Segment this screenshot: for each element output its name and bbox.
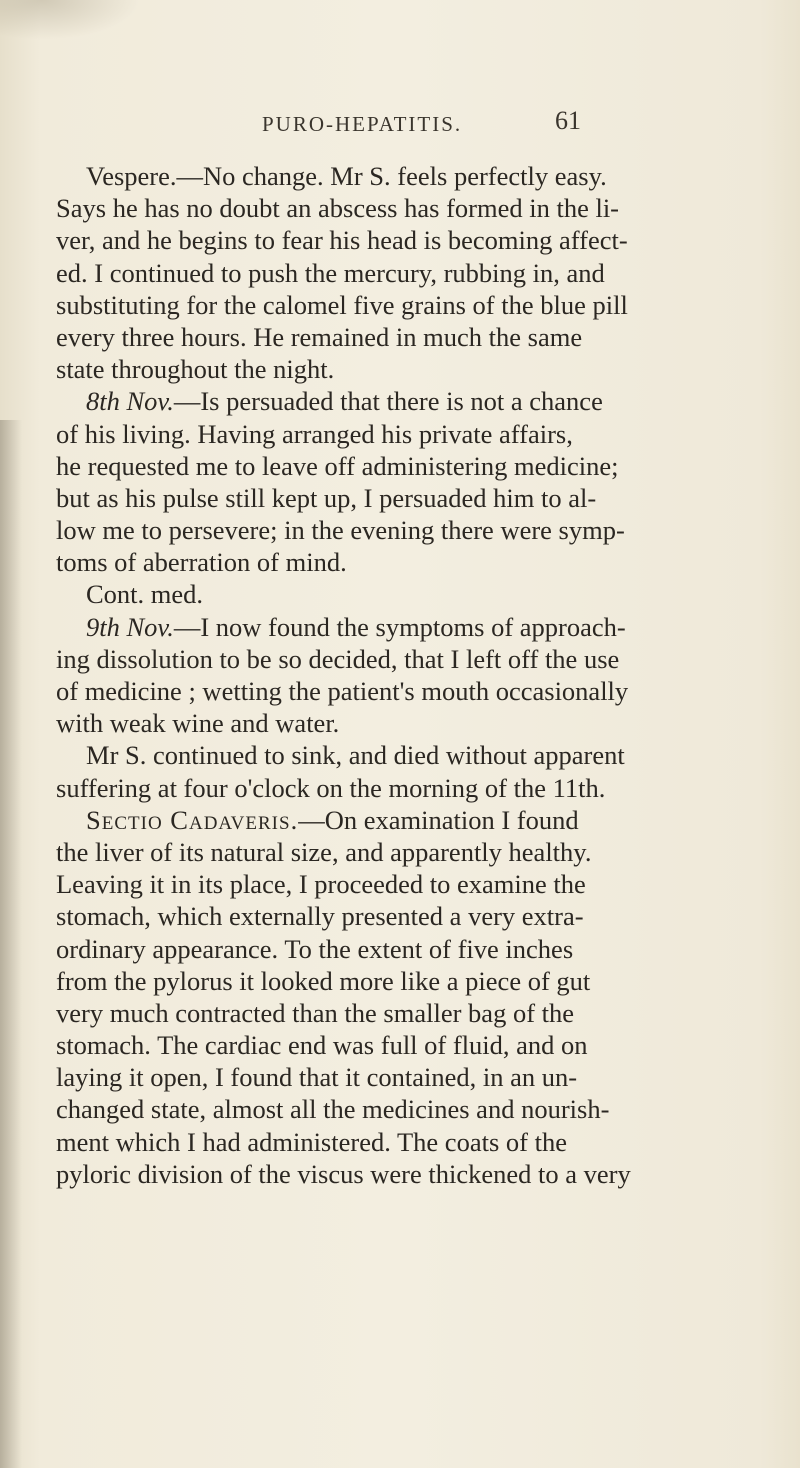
text-line: toms of aberration of mind. — [56, 547, 347, 578]
entry-date: 8th Nov. — [86, 386, 174, 417]
text-line: state throughout the night. — [56, 354, 335, 385]
page-number: 61 — [555, 106, 581, 135]
section-heading: Sectio Cadaveris. — [86, 804, 299, 835]
binding-shadow — [0, 420, 22, 1468]
text-line: he requested me to leave off administering medicine; — [56, 450, 619, 481]
text-line-rest: —I now found the symptoms of approach- — [173, 611, 626, 642]
text-line: of his living. Having arranged his private affairs, — [56, 418, 573, 449]
paper-stain — [0, 0, 140, 40]
text-line: Leaving it in its place, I proceeded to examine the — [56, 869, 586, 900]
text-line: changed state, almost all the medicines and nourish- — [56, 1094, 610, 1125]
running-title: PURO-HEPATITIS. — [262, 112, 463, 136]
text-line: laying it open, I found that it contained, in an un- — [56, 1062, 578, 1093]
text-line-rest: —Is persuaded that there is not a chance — [173, 386, 603, 417]
text-line: ver, and he begins to fear his head is becoming affect- — [56, 225, 628, 256]
text-line: very much contracted than the smaller bag of the — [56, 997, 575, 1028]
text-line — [56, 804, 746, 836]
text-line: ordinary appearance. To the extent of five inches — [56, 933, 574, 964]
text-line: low me to persevere; in the evening there were symp- — [56, 515, 625, 546]
entry-date: 9th Nov. — [86, 611, 174, 642]
text-line-rest: —On examination I found — [298, 804, 579, 835]
text-line: the liver of its natural size, and apparently healthy. — [56, 836, 592, 867]
text-line — [56, 385, 746, 417]
text-line: but as his pulse still kept up, I persuaded him to al- — [56, 482, 597, 513]
text-line — [56, 611, 746, 643]
running-head — [0, 106, 800, 152]
text-line: substituting for the calomel five grains of the blue pill — [56, 289, 628, 320]
text-line: with weak wine and water. — [56, 708, 340, 739]
text-line: from the pylorus it looked more like a piece of gut — [56, 965, 591, 996]
text-line: stomach, which externally presented a very extra- — [56, 901, 584, 932]
body-text — [56, 160, 746, 1190]
text-line: of medicine ; wetting the patient's mouth occasionally — [56, 676, 629, 706]
text-line: ing dissolution to be so decided, that I left off the use — [56, 643, 620, 674]
text-line: ed. I continued to push the mercury, rubbing in, and — [56, 257, 605, 288]
text-line: Mr S. continued to sink, and died without apparent — [86, 740, 625, 771]
text-line: Cont. med. — [86, 579, 204, 610]
text-line: pyloric division of the viscus were thickened to a very — [56, 1158, 631, 1189]
text-line: suffering at four o'clock on the morning of the 11th. — [56, 772, 606, 803]
text-line: Vespere.—No change. Mr S. feels perfectly easy. — [86, 161, 607, 191]
text-line: every three hours. He remained in much the same — [56, 321, 583, 352]
text-line: stomach. The cardiac end was full of fluid, and on — [56, 1030, 588, 1061]
text-line: Says he has no doubt an abscess has formed in the li- — [56, 193, 620, 224]
text-line: ment which I had administered. The coats of the — [56, 1126, 567, 1157]
